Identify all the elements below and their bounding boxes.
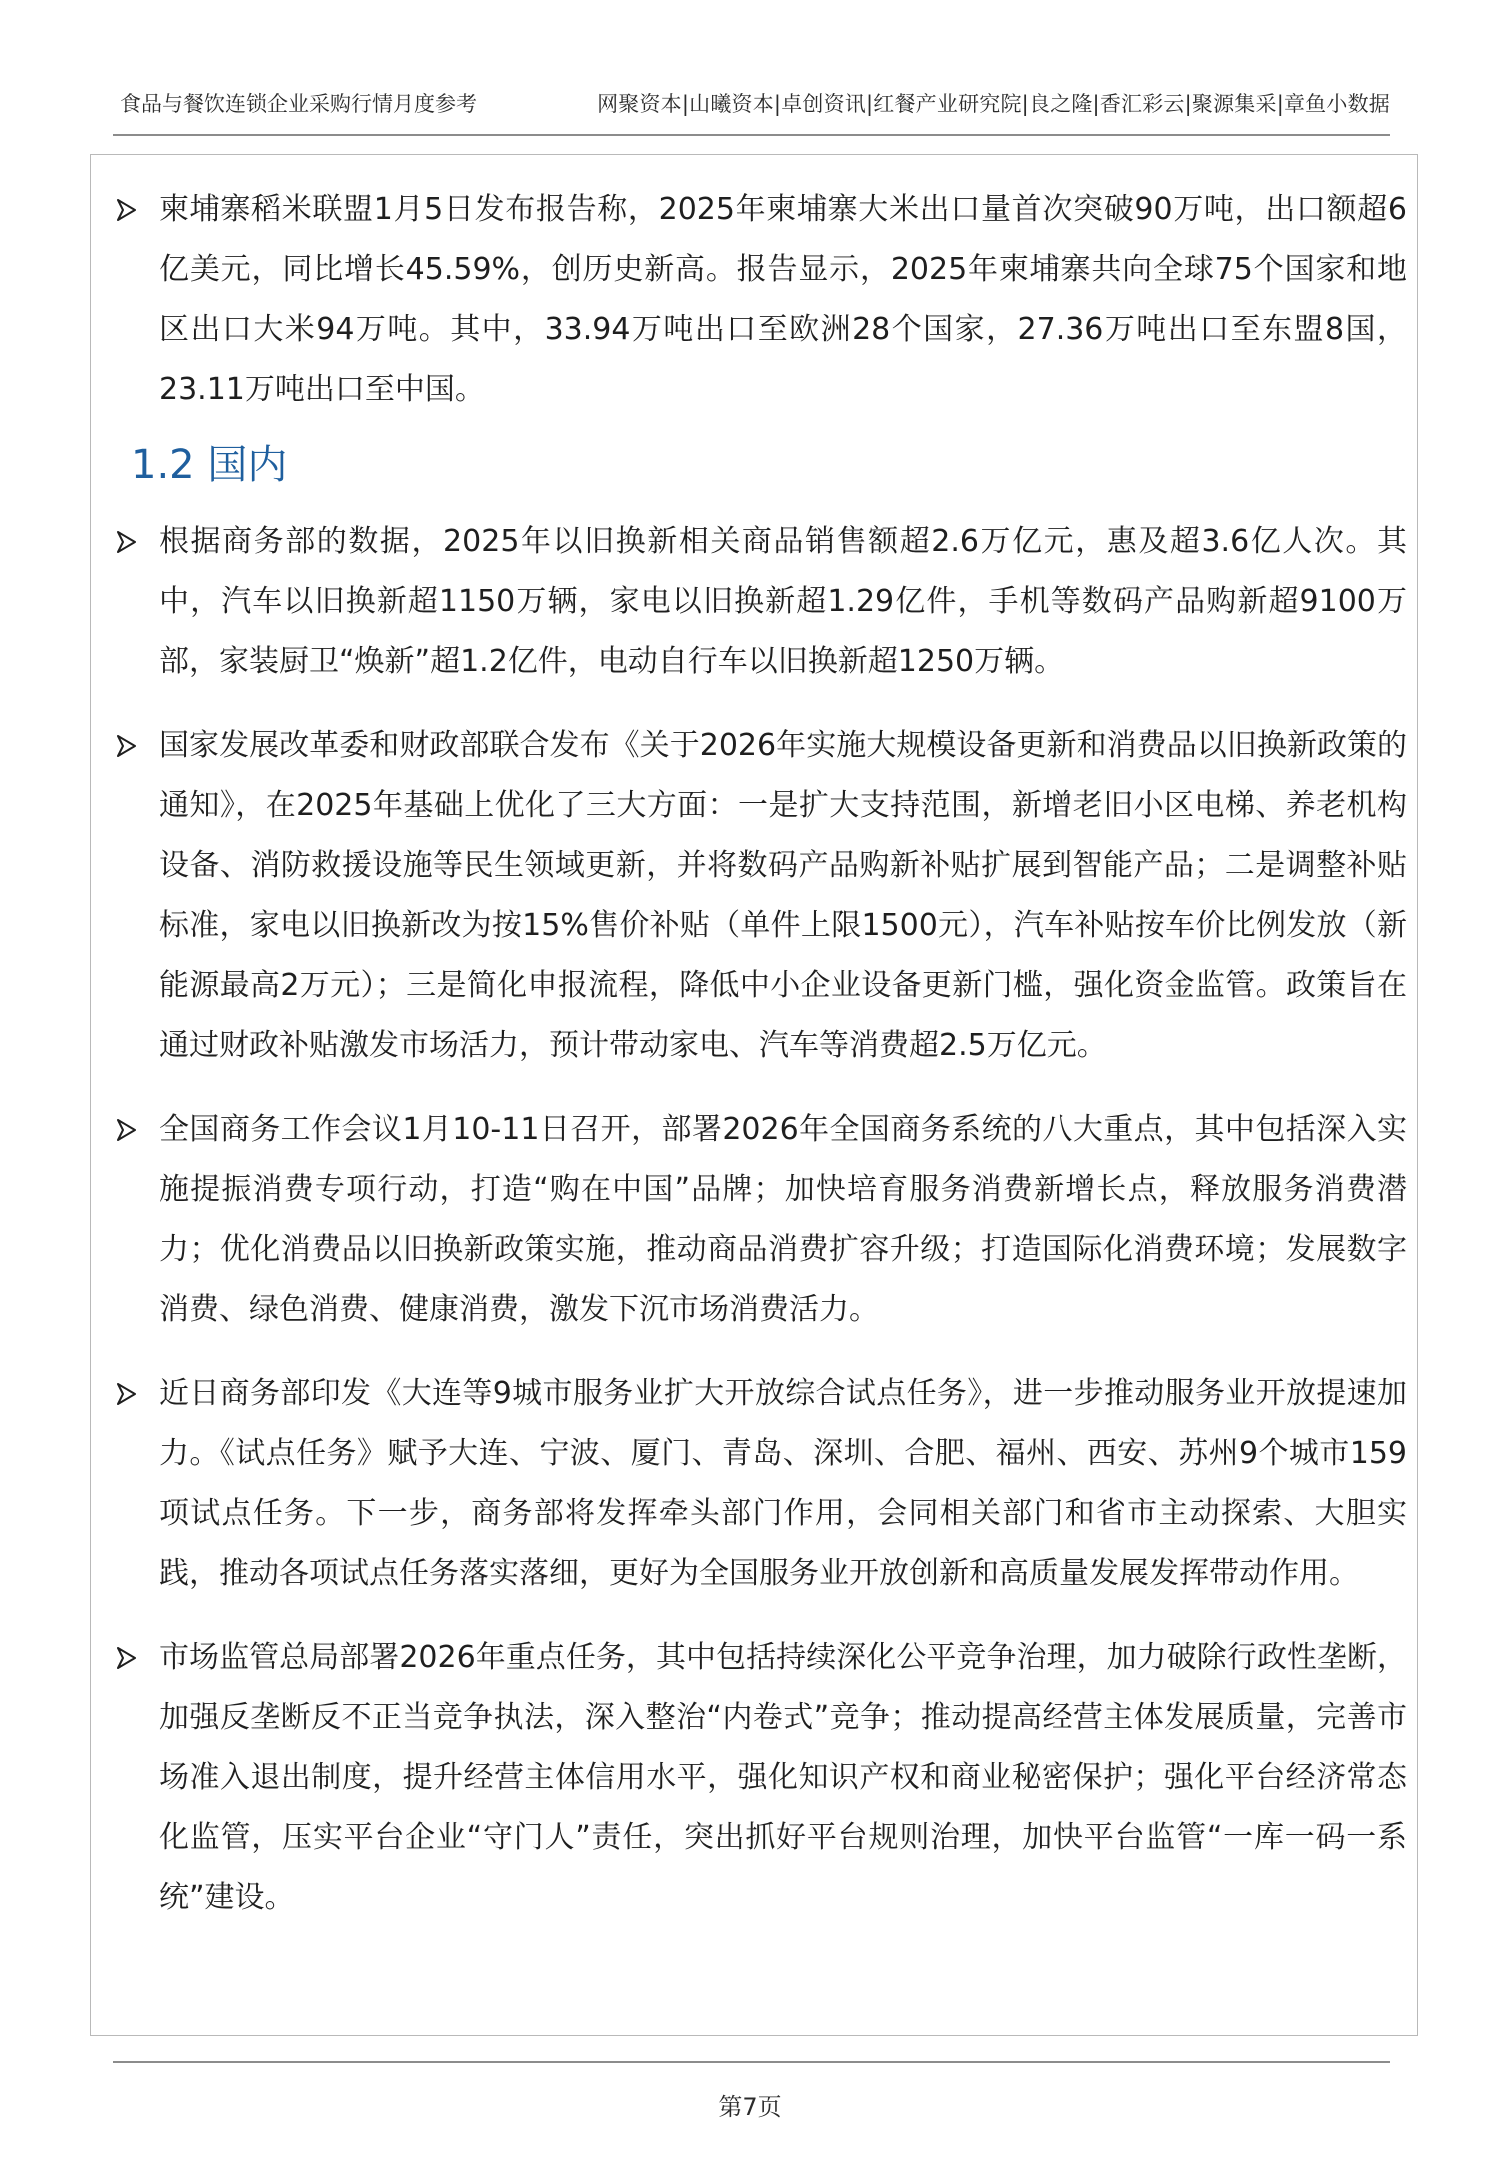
- page-content: [117, 180, 1407, 1928]
- arrow-bullet-icon: [117, 512, 145, 572]
- bullet-text: 国家发展改革委和财政部联合发布《关于2026年实施大规模设备更新和消费品以旧换新政策的通知》，在2025年基础上优化了三大方面：一是扩大支持范围，新增老旧小区电梯、养老机构设备、消防救援设施等民生领域更新，并将数码产品购新补贴扩展到智能产品；二是调整补贴标准，家电以旧换新改为按15%售价补贴（单件上限1500元），汽车补贴按车价比例发放（新能源最高2万元）；三是简化申报流程，降低中小企业设备更新门槛，强化资金监管。政策旨在通过财政补贴激发市场活力，预计带动家电、汽车等消费超2.5万亿元。: [159, 728, 1407, 1063]
- header-divider: [113, 134, 1390, 136]
- bullet-text: 根据商务部的数据，2025年以旧换新相关商品销售额超2.6万亿元，惠及超3.6亿人次。其中，汽车以旧换新超1150万辆，家电以旧换新超1.29亿件，手机等数码产品购新超9100万部，家装厨卫“焕新”超1.2亿件，电动自行车以旧换新超1250万辆。: [159, 524, 1407, 679]
- bullet-trade-in-sales: [117, 512, 1407, 692]
- report-sources: 网聚资本|山曦资本|卓创资讯|红餐产业研究院|良之隆|香汇彩云|聚源集采|章鱼小数据: [597, 92, 1390, 116]
- arrow-bullet-icon: [117, 180, 145, 240]
- bullet-text: 柬埔寨稻米联盟1月5日发布报告称，2025年柬埔寨大米出口量首次突破90万吨，出口额超6亿美元，同比增长45.59%，创历史新高。报告显示，2025年柬埔寨共向全球75个国家和地区出口大米94万吨。其中，33.94万吨出口至欧洲28个国家，27.36万吨出口至东盟8国，23.11万吨出口至中国。: [159, 192, 1407, 407]
- page-number: 第7页: [718, 2093, 782, 2121]
- bullet-text: 近日商务部印发《大连等9城市服务业扩大开放综合试点任务》，进一步推动服务业开放提速加力。《试点任务》赋予大连、宁波、厦门、青岛、深圳、合肥、福州、西安、苏州9个城市159项试点任务。下一步，商务部将发挥牵头部门作用，会同相关部门和省市主动探索、大胆实践，推动各项试点任务落实落细，更好为全国服务业开放创新和高质量发展发挥带动作用。: [159, 1376, 1407, 1591]
- section-heading: 1.2 国内: [131, 442, 288, 488]
- page-header: [115, 84, 1390, 124]
- arrow-bullet-icon: [117, 1628, 145, 1688]
- footer-divider: [113, 2061, 1390, 2063]
- arrow-bullet-icon: [117, 1100, 145, 1160]
- report-title: 食品与餐饮连锁企业采购行情月度参考: [120, 92, 477, 116]
- arrow-bullet-icon: [117, 1364, 145, 1424]
- bullet-market-regulation: [117, 1628, 1407, 1928]
- bullet-cambodia-rice: [117, 180, 1407, 420]
- bullet-text: 全国商务工作会议1月10-11日召开，部署2026年全国商务系统的八大重点，其中包括深入实施提振消费专项行动，打造“购在中国”品牌；加快培育服务消费新增长点，释放服务消费潜力；优化消费品以旧换新政策实施，推动商品消费扩容升级；打造国际化消费环境；发展数字消费、绿色消费、健康消费，激发下沉市场消费活力。: [159, 1112, 1407, 1327]
- bullet-commerce-conference: [117, 1100, 1407, 1340]
- bullet-text: 市场监管总局部署2026年重点任务，其中包括持续深化公平竞争治理，加力破除行政性垄断，加强反垄断反不正当竞争执法，深入整治“内卷式”竞争；推动提高经营主体发展质量，完善市场准入退出制度，提升经营主体信用水平，强化知识产权和商业秘密保护；强化平台经济常态化监管，压实平台企业“守门人”责任，突出抓好平台规则治理，加快平台监管“一库一码一系统”建设。: [159, 1640, 1407, 1915]
- bullet-trade-in-policy: [117, 716, 1407, 1076]
- arrow-bullet-icon: [117, 716, 145, 776]
- bullet-service-opening-pilot: [117, 1364, 1407, 1604]
